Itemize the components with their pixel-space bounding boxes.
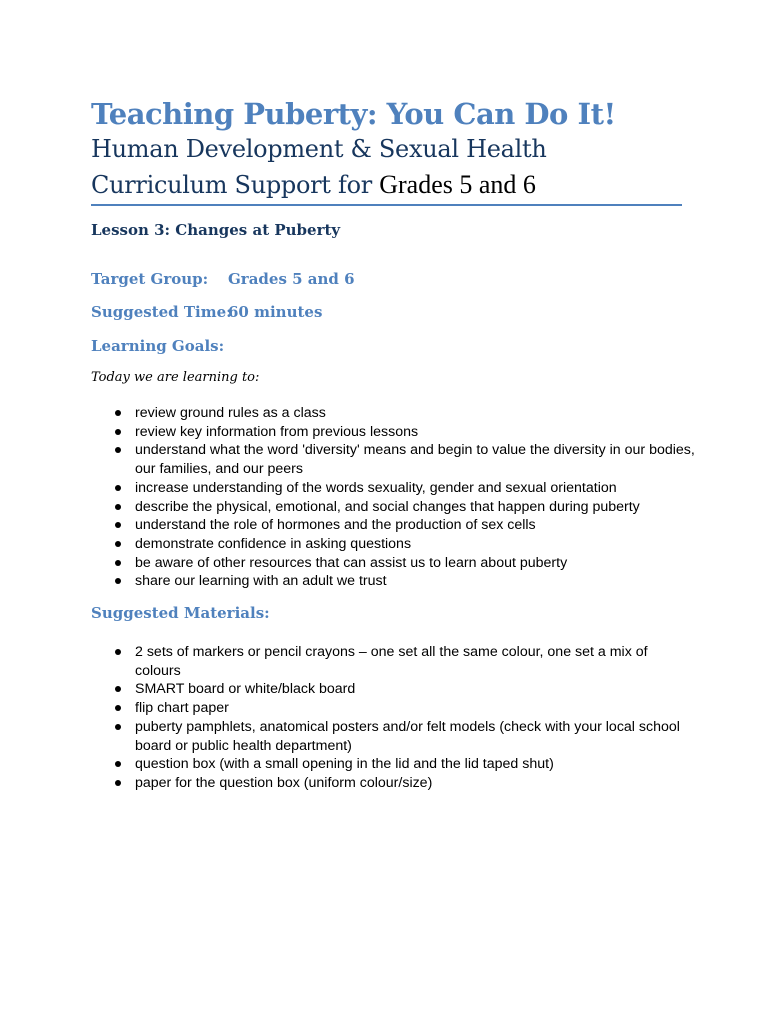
lesson-title: Lesson 3: Changes at Puberty: [91, 221, 341, 239]
bullet-icon: [115, 649, 121, 655]
bullet-icon: [115, 560, 121, 566]
learning-goals-intro: Today we are learning to:: [91, 370, 260, 385]
list-item: [115, 755, 695, 774]
list-item-text: question box (with a small opening in the lid and the lid taped shut): [135, 756, 554, 773]
list-item: [115, 404, 695, 423]
list-item: [115, 554, 695, 573]
list-item-text: share our learning with an adult we trust: [135, 573, 387, 590]
list-item: [115, 479, 695, 498]
list-item: [115, 498, 695, 517]
target-group-value: Grades 5 and 6: [228, 270, 355, 288]
subtitle-line-1: Human Development & Sexual Health: [91, 135, 547, 163]
materials-list: [115, 643, 695, 793]
bullet-icon: [115, 410, 121, 416]
list-item-text: paper for the question box (uniform colour/size): [135, 774, 433, 791]
list-item-text: review key information from previous lessons: [135, 423, 419, 440]
list-item: [115, 572, 695, 591]
list-item-text: puberty pamphlets, anatomical posters and/or felt models (check with your local school board or public health department): [135, 718, 680, 754]
list-item: [115, 643, 695, 680]
bullet-icon: [115, 780, 121, 786]
list-item-text: describe the physical, emotional, and social changes that happen during puberty: [135, 498, 640, 515]
materials-heading: Suggested Materials:: [91, 604, 270, 622]
bullet-icon: [115, 541, 121, 547]
list-item-text: flip chart paper: [135, 700, 229, 717]
list-item-text: demonstrate confidence in asking questions: [135, 535, 412, 552]
list-item: [115, 699, 695, 718]
list-item: [115, 718, 695, 755]
learning-goals-list: [115, 404, 695, 591]
target-group-label: Target Group:: [91, 270, 209, 288]
subtitle-line-2: [91, 167, 547, 203]
list-item-text: 2 sets of markers or pencil crayons – one set all the same colour, one set a mix of colours: [135, 644, 648, 679]
document-title: Teaching Puberty: You Can Do It!: [91, 97, 616, 131]
list-item: [115, 516, 695, 535]
bullet-icon: [115, 724, 121, 730]
list-item-text: understand what the word 'diversity' means and begin to value the diversity in our bodies, our families, and our peers: [135, 442, 695, 478]
list-item-text: SMART board or white/black board: [135, 681, 356, 698]
bullet-icon: [115, 686, 121, 692]
list-item-text: understand the role of hormones and the production of sex cells: [135, 517, 536, 534]
bullet-icon: [115, 522, 121, 528]
bullet-icon: [115, 705, 121, 711]
suggested-time-label: Suggested Time:: [91, 303, 232, 321]
list-item: [115, 774, 695, 793]
suggested-time-value: 60 minutes: [228, 303, 323, 321]
list-item: [115, 423, 695, 442]
document-subtitle: [91, 132, 547, 203]
list-item-text: review ground rules as a class: [135, 405, 326, 421]
bullet-icon: [115, 485, 121, 491]
subtitle-grades: Grades 5 and 6: [379, 170, 536, 199]
bullet-icon: [115, 761, 121, 767]
title-divider: [91, 204, 682, 206]
list-item-text: be aware of other resources that can assist us to learn about puberty: [135, 554, 568, 571]
bullet-icon: [115, 429, 121, 435]
subtitle-lead: Curriculum Support for: [91, 171, 380, 199]
bullet-icon: [115, 578, 121, 584]
list-item: [115, 441, 695, 478]
learning-goals-heading: Learning Goals:: [91, 337, 225, 355]
list-item: [115, 680, 695, 699]
bullet-icon: [115, 447, 121, 453]
list-item-text: increase understanding of the words sexuality, gender and sexual orientation: [135, 479, 617, 496]
bullet-icon: [115, 504, 121, 510]
list-item: [115, 535, 695, 554]
